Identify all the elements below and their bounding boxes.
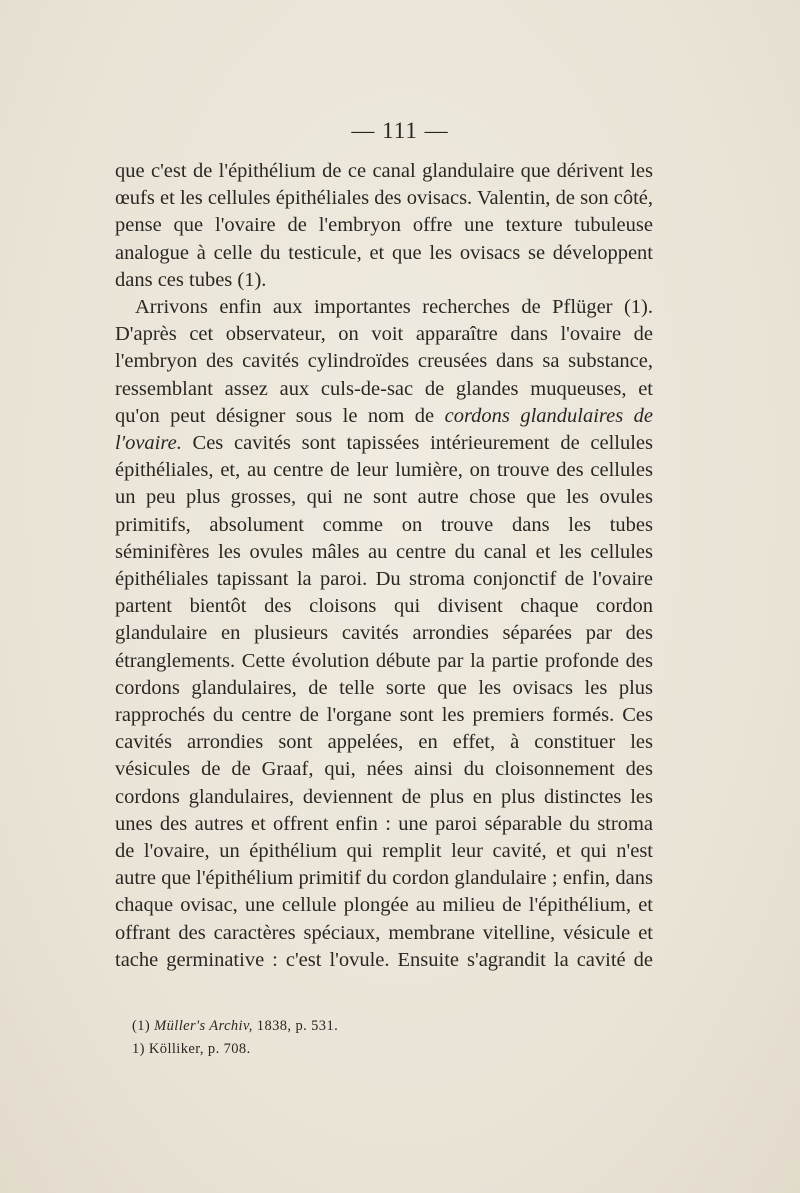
footnote-1 [132, 1015, 652, 1038]
italic-term: cordons glandulaires de l'ovaire. [115, 404, 654, 455]
paragraph-2 [115, 294, 653, 974]
footnote-2-number: 1) [132, 1041, 145, 1057]
paragraph-2-start: Arrivons enfin aux importantes recherches de Pflüger (1). D'après cet observateur, on voit apparaître dans l'ovaire de l'embryon des cavités cylindroïdes creusées dans sa substance, ressemblant assez aux culs-de-sac de glandes muqueuses, et qu'on peut désigner sous le nom de [115, 296, 653, 427]
paragraph-1: que c'est de l'épithélium de ce canal glandulaire que dérivent les œufs et les cellules épithéliales des ovisacs. Valentin, de son côté, pense que l'ovaire de l'embryon offre une texture tubuleuse analogue à celle du testicule, et que les ovisacs se développent dans ces tubes (1). [115, 160, 653, 291]
page-number-header: — 111 — [351, 118, 449, 143]
footnotes [132, 1015, 652, 1061]
footnote-2 [132, 1038, 652, 1061]
footnote-1-ref: 1838, p. 531. [252, 1018, 339, 1034]
paragraph-2-rest: Ces cavités sont tapissées intérieurement de cellules épithéliales, et, au centre de leur lumière, on trouve des cellules un peu plus grosses, qui ne sont autre chose que les ovules primitifs, absolument comme on trouve dans les tubes séminifères les ovules mâles au centre du canal et les cellules épithéliales tapissant la paroi. Du stroma conjonctif de l'ovaire partent bientôt des cloisons qui divisent chaque cordon glandulaire en plusieurs cavités arrondies séparées par des étranglements. Cette évolution débute par la partie profonde des cordons glandulaires, de telle sorte que les ovisacs les plus rapprochés du centre de l'organe sont les premiers formés. Ces cavités arrondies sont appelées, en effet, à constituer les vésicules de de Graaf, qui, nées ainsi du cloisonnement des cordons glandulaires, deviennent de plus en plus distinctes les unes des autres et offrent enfin : une paroi séparable du stroma de l'ovaire, un épithélium qui remplit leur cavité, et qui n'est autre que l'épithélium primitif du cordon glandulaire ; enfin, dans chaque ovisac, une cellule plongée au milieu de l'épithélium, et offrant des caractères spéciaux, membrane vitelline, vésicule et tache germinative : c'est l'ovule. Ensuite s'agrandit la cavité de [115, 432, 653, 971]
footnote-2-source: Kölliker, [148, 1041, 204, 1057]
body-text [115, 158, 653, 974]
footnote-1-number: (1) [132, 1018, 151, 1034]
footnote-1-source: Müller's Archiv, [154, 1018, 253, 1034]
footnote-2-ref: p. 708. [203, 1041, 251, 1057]
